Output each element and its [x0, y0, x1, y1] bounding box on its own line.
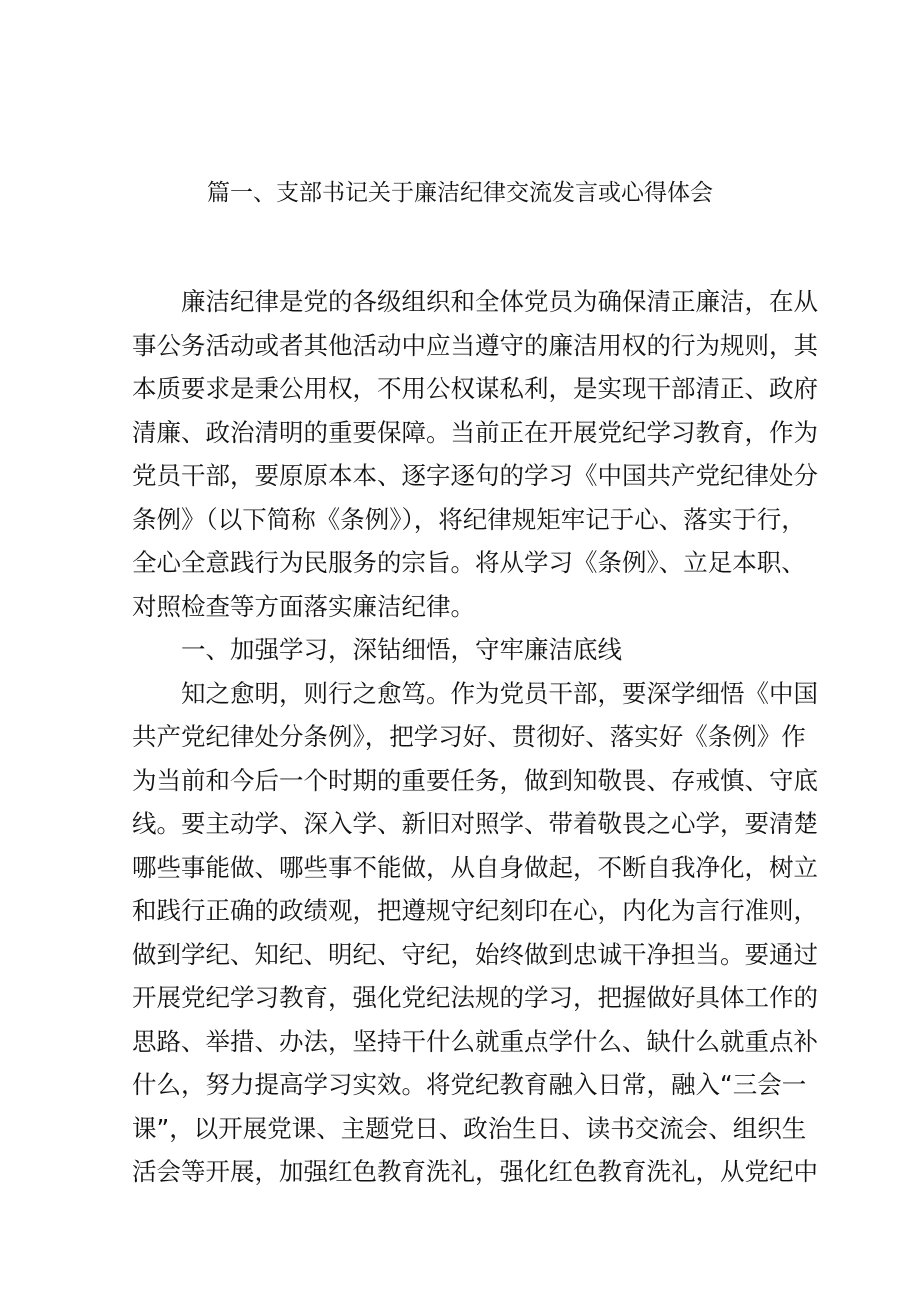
paragraph-line: 党员干部，要原原本本、逐字逐句的学习《中国共产党纪律处分: [132, 461, 818, 490]
paragraph-line: 做到学纪、知纪、明纪、守纪，始终做到忠诚干净担当。要通过: [132, 939, 818, 969]
paragraph-line: 知之愈明，则行之愈笃。作为党员干部，要深学细悟《中国: [181, 678, 818, 708]
paragraph-line: 本质要求是秉公用权，不用公权谋私利，是实现干部清正、政府: [132, 374, 818, 403]
document-body: [132, 280, 818, 1194]
paragraph-line: 和践行正确的政绩观，把遵规守纪刻印在心，内化为言行准则，: [132, 896, 818, 925]
paragraph-line: 什么，努力提高学习实效。将党纪教育融入日常，融入“三会一: [132, 1070, 807, 1099]
paragraph-line: 事公务活动或者其他活动中应当遵守的廉洁用权的行为规则，其: [132, 330, 818, 360]
section-heading: 一、加强学习，深钻细悟，守牢廉洁底线: [181, 635, 622, 664]
paragraph-line: 条例》（以下简称《条例》），将纪律规矩牢记于心、落实于行，: [132, 504, 806, 534]
paragraph-line: 清廉、政治清明的重要保障。当前正在开展党纪学习教育，作为: [132, 417, 818, 447]
paragraph-line: 哪些事能做、哪些事不能做，从自身做起，不断自我净化，树立: [132, 852, 818, 882]
paragraph-line: 为当前和今后一个时期的重要任务，做到知敬畏、存戒慎、守底: [132, 765, 818, 795]
paragraph-line: 全心全意践行为民服务的宗旨。将从学习《条例》、立足本职、: [132, 548, 806, 577]
paragraph-line: 线。要主动学、深入学、新旧对照学、带着敬畏之心学，要清楚: [132, 809, 818, 838]
document-title: 篇一、支部书记关于廉洁纪律交流发言或心得体会: [207, 180, 713, 206]
paragraph-line: 课”，以开展党课、主题党日、政治生日、读书交流会、组织生: [132, 1113, 807, 1143]
paragraph-line: 开展党纪学习教育，强化党纪法规的学习，把握做好具体工作的: [132, 983, 818, 1012]
paragraph-line: 廉洁纪律是党的各级组织和全体党员为确保清正廉洁，在从: [181, 287, 818, 316]
paragraph-line: 思路、举措、办法，坚持干什么就重点学什么、缺什么就重点补: [132, 1026, 818, 1056]
paragraph-line: 对照检查等方面落实廉洁纪律。: [132, 591, 475, 621]
paragraph-line: 共产党纪律处分条例》，把学习好、贯彻好、落实好《条例》作: [132, 722, 806, 751]
paragraph-line: 活会等开展，加强红色教育洗礼，强化红色教育洗礼，从党纪中: [132, 1157, 818, 1186]
